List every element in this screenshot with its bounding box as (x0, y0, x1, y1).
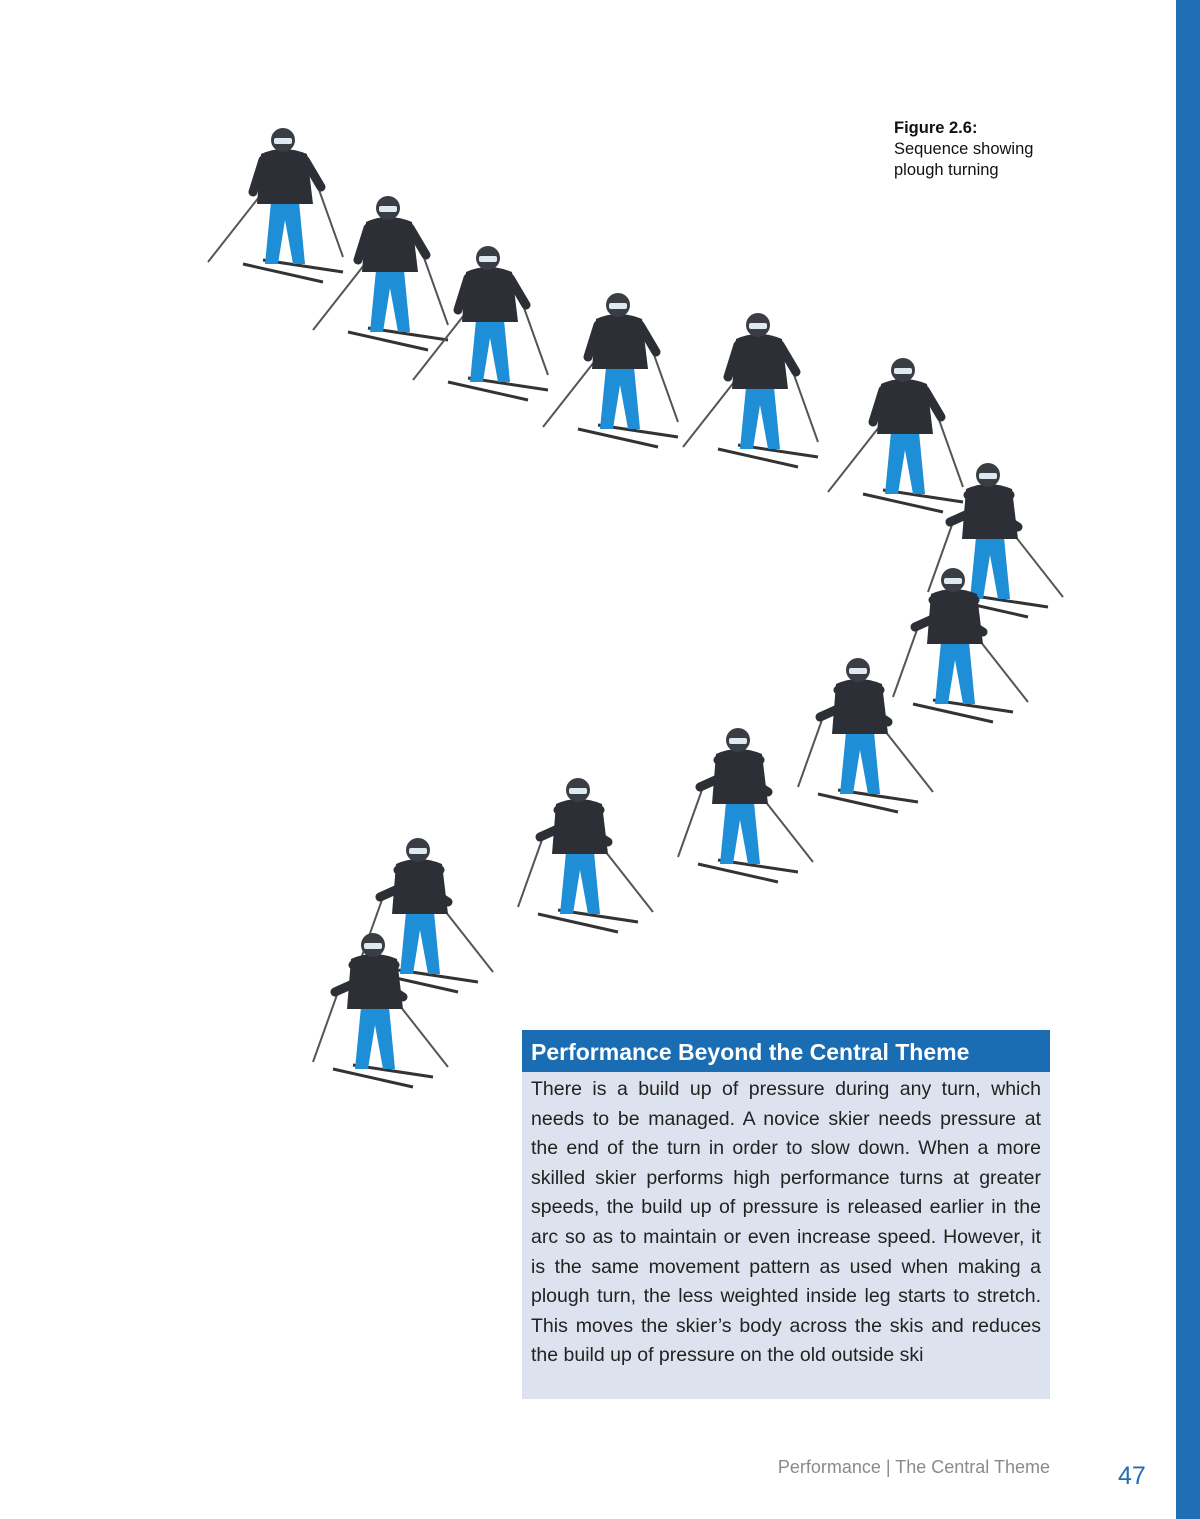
skier-goggles (729, 738, 747, 744)
skier-goggles (944, 578, 962, 584)
skier-figure (413, 246, 548, 400)
page-number: 47 (1118, 1462, 1146, 1490)
ski-pants (370, 270, 410, 332)
skier-goggles (979, 473, 997, 479)
ski-pants (400, 912, 440, 974)
skier-figure (313, 196, 448, 350)
running-footer: Performance | The Central Theme (777, 1457, 1050, 1477)
ski-pole (653, 352, 678, 422)
skier-figure (518, 778, 653, 932)
figure-caption-text: Sequence showing plough turning (894, 140, 1034, 179)
info-box-body: There is a build up of pressure during any turn, which needs to be managed. A novice skier needs pressure at the end of the turn in order to slow down. When a more skilled skier performs high performance turns at greater speeds, the build up of pressure is released earlier in the arc so as to maintain or even increase speed. However, it is the same movement pattern as used when making a plough turn, the less weighted inside leg starts to stretch. This moves the skier’s body across the skis and reduces the build up of pressure on the old outside ski (531, 1078, 1041, 1367)
skier-goggles (894, 368, 912, 374)
ski-pants (970, 537, 1010, 599)
ski-pole (518, 837, 543, 907)
skier-figure (678, 728, 813, 882)
skier-figure (798, 658, 933, 812)
ski-pants (355, 1007, 395, 1069)
ski-pants (740, 387, 780, 449)
skier-goggles (379, 206, 397, 212)
skier-goggles (609, 303, 627, 309)
skier-goggles (479, 256, 497, 262)
ski-pole (683, 377, 738, 447)
skier-goggles (749, 323, 767, 329)
skier-goggles (409, 848, 427, 854)
ski-pole (678, 787, 703, 857)
ski-pole (413, 310, 468, 380)
ski-pants (560, 852, 600, 914)
ski-pants (600, 367, 640, 429)
ski-pole (938, 417, 963, 487)
skier-figure (543, 293, 678, 447)
ski-pants (470, 320, 510, 382)
ski-pants (720, 802, 760, 864)
ski-pole (208, 192, 263, 262)
ski-pants (265, 202, 305, 264)
figure-caption (894, 118, 1084, 181)
skier-sequence-figure (158, 112, 1124, 1100)
skier-goggles (569, 788, 587, 794)
ski-pole (423, 255, 448, 325)
ski-pole (543, 357, 598, 427)
ski-pole (893, 627, 918, 697)
ski-pants (885, 432, 925, 494)
skier-goggles (849, 668, 867, 674)
skier-figure (828, 358, 963, 512)
ski-pole (828, 422, 883, 492)
info-box-title: Performance Beyond the Central Theme (522, 1030, 1050, 1072)
skier-figure (208, 128, 343, 282)
skier-goggles (274, 138, 292, 144)
ski-pole (318, 187, 343, 257)
info-box (522, 1030, 1050, 1399)
page-edge-color-bar (1176, 0, 1200, 1519)
skier-sequence-illustration (158, 112, 1124, 1100)
ski-pants (840, 732, 880, 794)
ski-pole (523, 305, 548, 375)
ski-pants (935, 642, 975, 704)
ski-pole (798, 717, 823, 787)
ski-pole (313, 992, 338, 1062)
skier-goggles (364, 943, 382, 949)
ski-pole (793, 372, 818, 442)
figure-label: Figure 2.6: (894, 119, 978, 137)
skier-figure (683, 313, 818, 467)
